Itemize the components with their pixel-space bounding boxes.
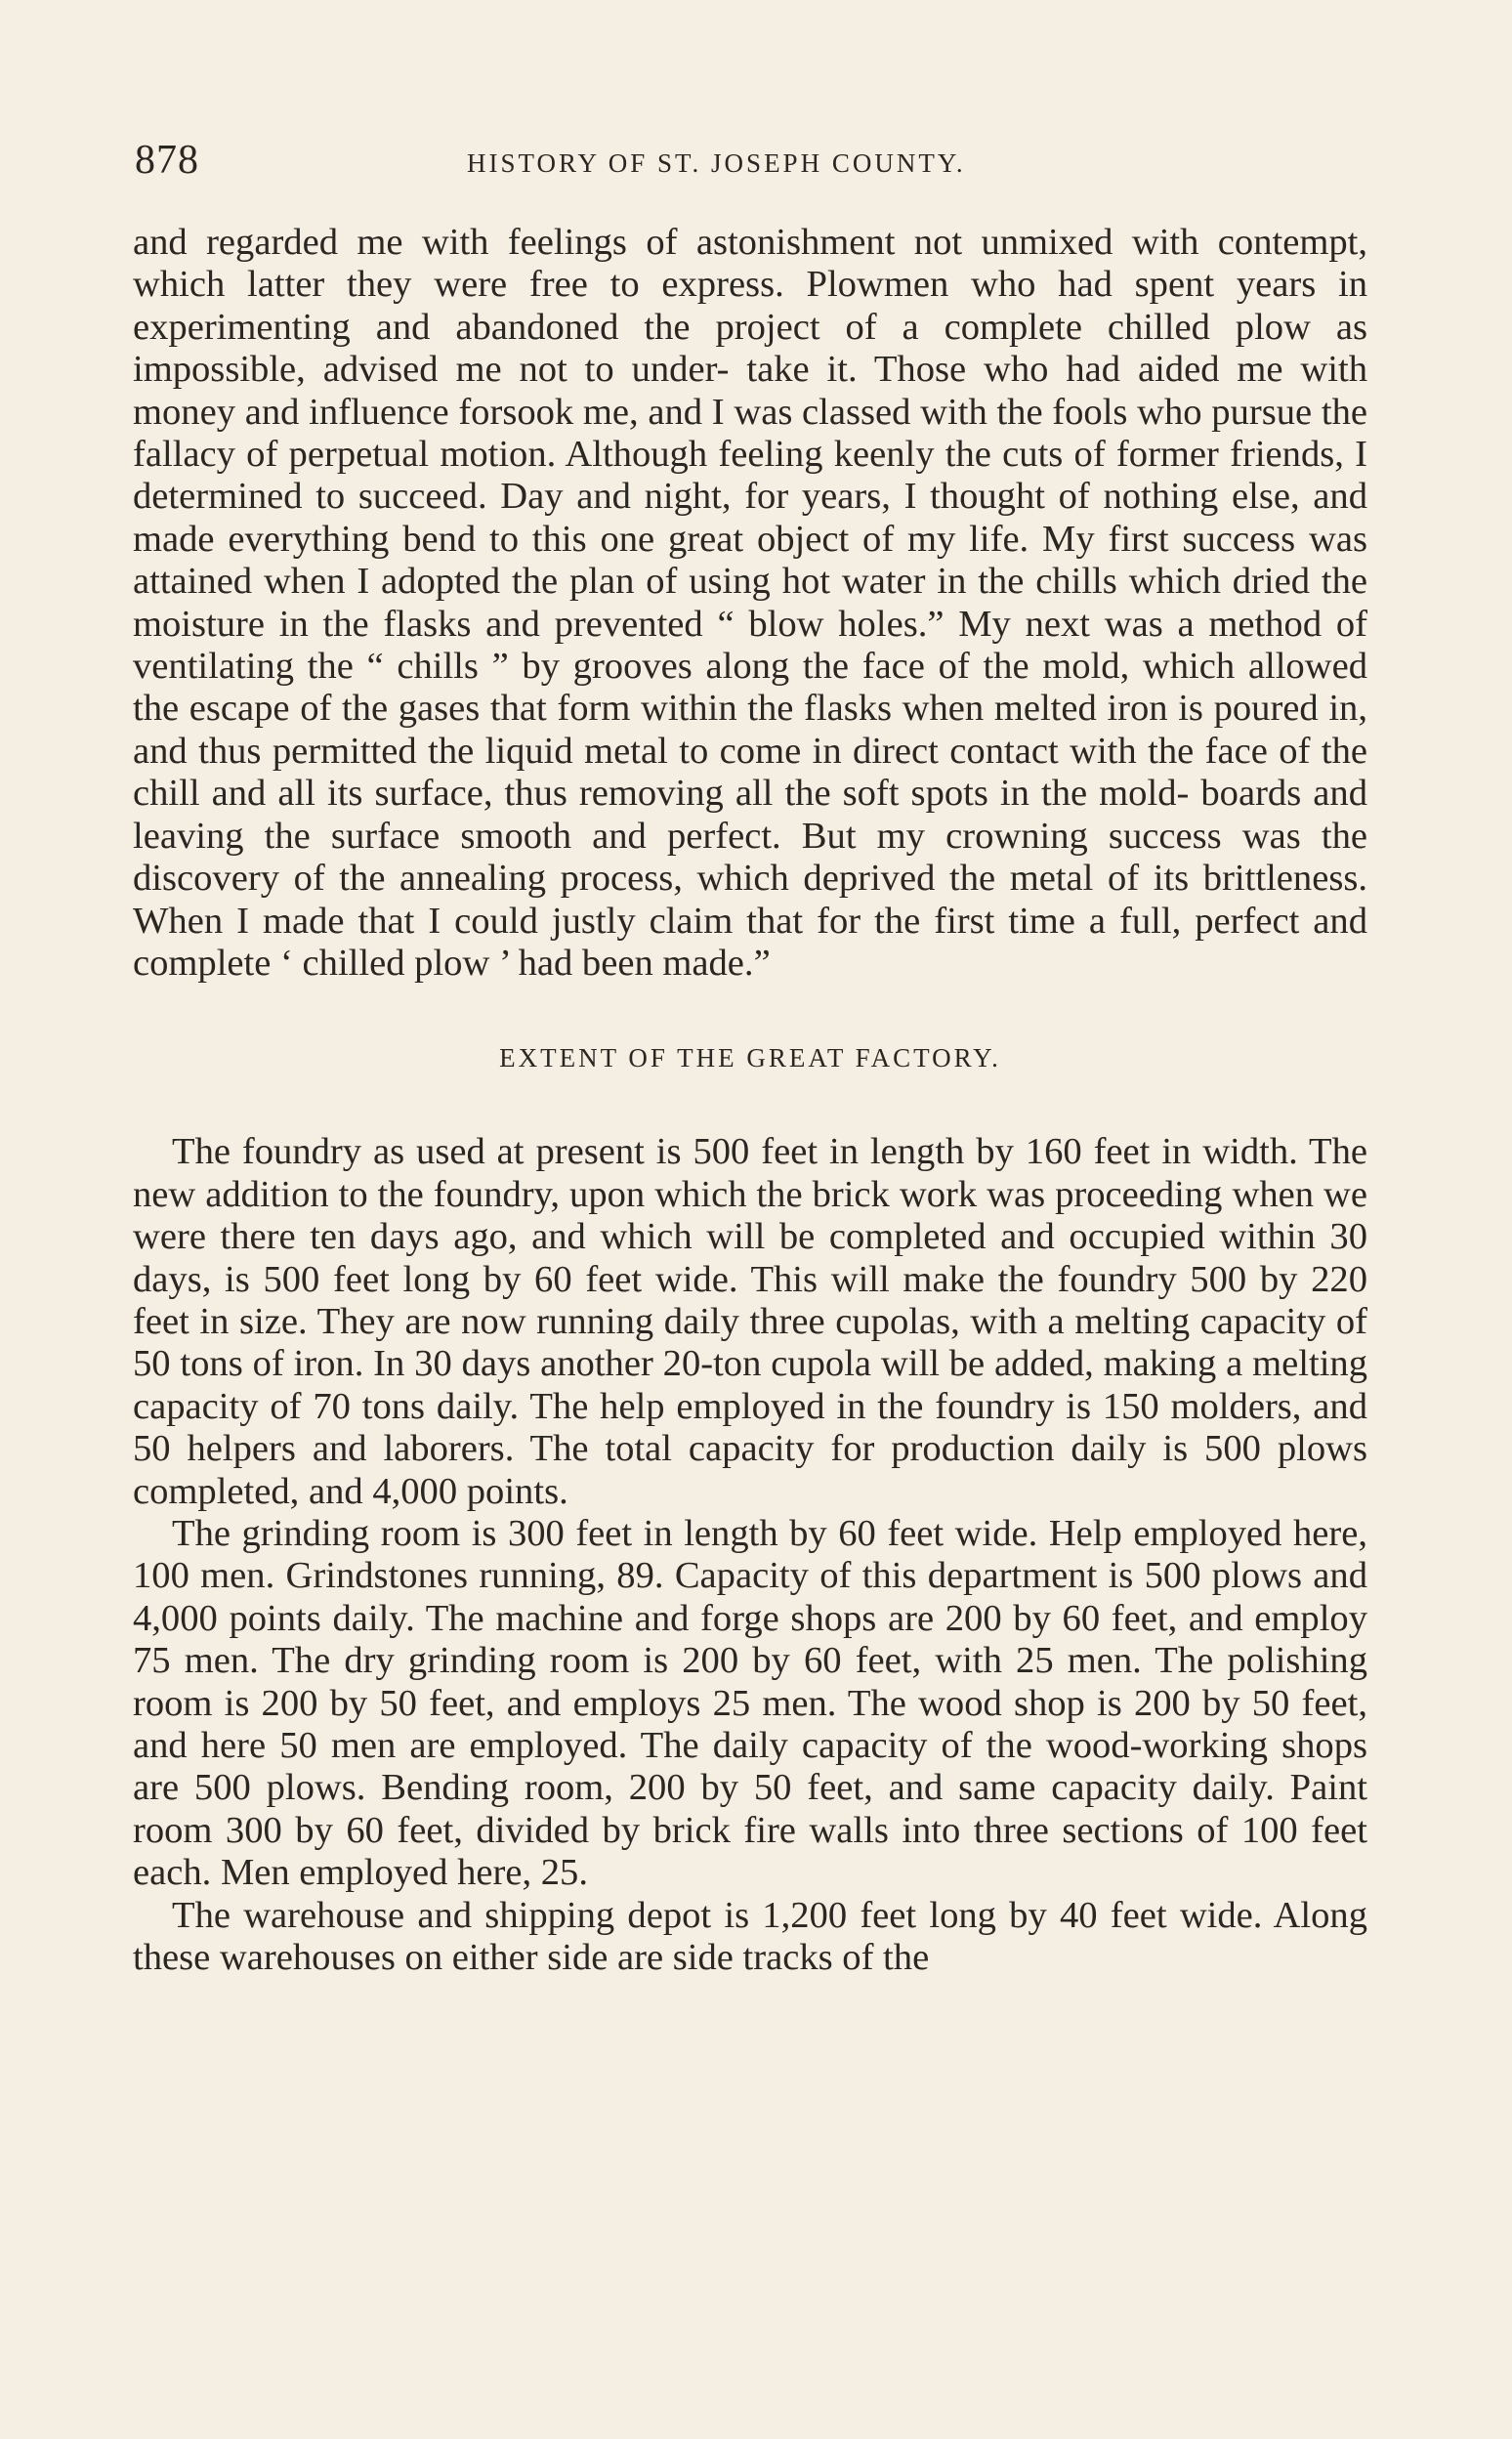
paragraph-warehouse: The warehouse and shipping depot is 1,200 feet long by 40 feet wide. Along these warehouses on either side are side tracks of the — [133, 1894, 1367, 1979]
paragraph-continuation: and regarded me with feelings of astonishment not unmixed with contempt, which latter they were free to express. Plowmen who had spent years in experimenting and abandoned the project of a complete chilled plow as impossible, advised me not to under- take it. Those who had aided me with money and influence forsook me, and I was classed with the fools who pursue the fallacy of perpetual motion. Although feeling keenly the cuts of former friends, I determined to succeed. Day and night, for years, I thought of nothing else, and made everything bend to this one great object of my life. My first success was attained when I adopted the plan of using hot water in the chills which dried the moisture in the flasks and prevented “ blow holes.” My next was a method of ventilating the “ chills ” by grooves along the face of the mold, which allowed the escape of the gases that form within the flasks when melted iron is poured in, and thus permitted the liquid metal to come in direct contact with the face of the chill and all its surface, thus removing all the soft spots in the mold- boards and leaving the surface smooth and perfect. But my crowning success was the discovery of the annealing process, which deprived the metal of its brittleness. When I made that I could justly claim that for the first time a full, perfect and complete ‘ chilled plow ’ had been made.” — [133, 222, 1367, 984]
text-block — [133, 222, 1367, 2312]
running-title: HISTORY OF ST. JOSEPH COUNTY. — [467, 148, 966, 178]
paragraph-grinding-room: The grinding room is 300 feet in length by 60 feet wide. Help employed here, 100 men. Grindstones running, 89. Capacity of this department is 500 plows and 4,000 points daily. The machine and forge shops are 200 by 60 feet, and employ 75 men. The dry grinding room is 200 by 60 feet, with 25 men. The polishing room is 200 by 50 feet, and employs 25 men. The wood shop is 200 by 50 feet, and here 50 men are employed. The daily capacity of the wood-working shops are 500 plows. Bending room, 200 by 50 feet, and same capacity daily. Paint room 300 by 60 feet, divided by brick fire walls into three sections of 100 feet each. Men employed here, 25. — [133, 1512, 1367, 1894]
running-head — [135, 137, 1367, 195]
paragraph-foundry: The foundry as used at present is 500 feet in length by 160 feet in width. The new addition to the foundry, upon which the brick work was proceeding when we were there ten days ago, and which will be completed and occupied within 30 days, is 500 feet long by 60 feet wide. This will make the foundry 500 by 220 feet in size. They are now running daily three cupolas, with a melting capacity of 50 tons of iron. In 30 days another 20-ton cupola will be added, making a melting capacity of 70 tons daily. The help employed in the foundry is 150 molders, and 50 helpers and laborers. The total capacity for production daily is 500 plows completed, and 4,000 points. — [133, 1131, 1367, 1512]
page-number: 878 — [135, 138, 199, 183]
section-heading: EXTENT OF THE GREAT FACTORY. — [499, 1043, 1001, 1073]
